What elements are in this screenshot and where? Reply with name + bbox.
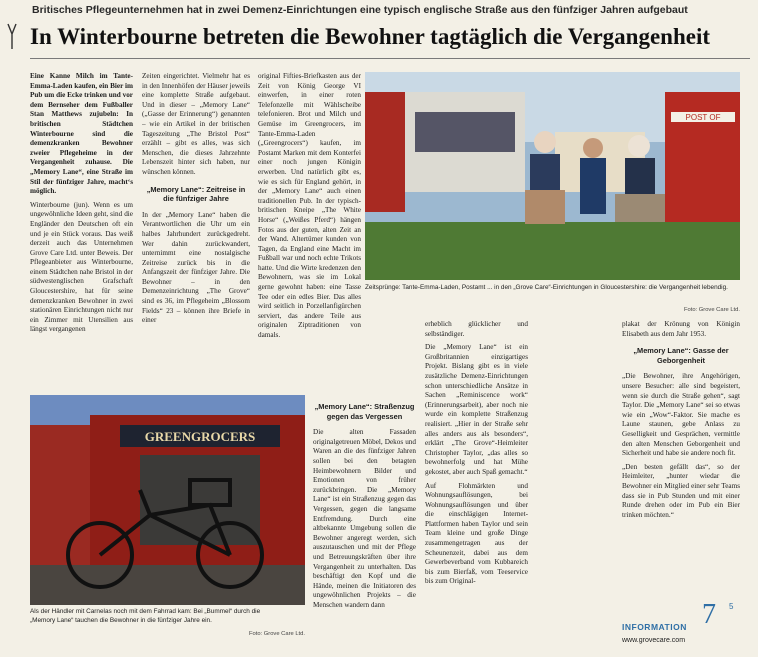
article-body-5c: „Den besten gefällt das“, so der Heimleiter, „hunter wiedar die Bewohner ein Mitglied einer sehr Teams dass sie in Pub Stunden und mit einer Runde drehen oder im Pub ein Bier trinken möchten.“ <box>622 462 740 519</box>
text-column-5 <box>622 320 740 610</box>
article-body-5b: „Die Bewohner, ihre Angehörigen, unsere Besucher: alle sind begeistert, wenn sie durch die Straße gehen“, sagt Taylor. Die „Memory Lane“ sei so etwas wie ein „Wow“-Faktor. Sie mache es Laune staunen, gebe Anlass zu Geselligkeit und Gesprächen, vermittle den alten Menschen Geborgenheit und Sicherheit und habe sie andere noch fit. <box>622 372 740 458</box>
text-column-1 <box>30 72 133 372</box>
article-lead: Eine Kanne Milch im Tante-Emma-Laden kaufen, ein Bier im Pub um die Ecke trinken und vor dem Bernseher dem Fußballer Stan Matthews zujubeln: In britischen Städtchen Winterbourne sind die demenzkranken Bewohner zweier Pflegeheime in der Vergangenheit zuhause. Die „Memory Lane“, eine Straße im Stil der fünfziger Jahre, macht‘s möglich. <box>30 72 133 196</box>
article-body-2b: In der „Memory Lane“ haben die Verantwortlichen die Uhr um ein halbes Jahrhundert zurückgedreht. Wer dahin zurückwandert, unternimmt eine nostalgische Zeitreise zurück bis in die Anfangszeit der fünfziger Jahre. Die Bewohner – in den Demenzeinrichtung „The Grove“ sind es 36, im Pflegeheim „Blossom Fields“ 23 – können ihre Briefe in einer <box>142 210 250 325</box>
subheading-zeitreise: „Memory Lane“: Zeitreise in die fünfziger Jahre <box>146 184 246 204</box>
photo-greengrocers-bicycle <box>30 395 305 605</box>
text-column-2 <box>142 72 250 372</box>
photo-bottom-credit: Foto: Grove Care Ltd. <box>248 631 305 637</box>
article-body-1: Winterbourne (jun). Wenn es um ungewöhnliche Ideen geht, sind die Engländer den Deutschen oft ein und je ein Stück voraus. Das weiß derzeit auch das Unternehmen Grove Care Ltd. unter Beweis. Der Pflegeanbieter aus Winterbourne, einem Städtchen nahe Bristol in der südwestenglischen Grafschaft Gloucestershire, hat für seine demenzkranken Bewohner in zwei stationären Einrichtungen nicht nur ein Zimmer mit Utensilien aus längst vergangenen <box>30 200 133 334</box>
article-body-4a: erheblich glücklicher und selbständiger. <box>425 320 528 338</box>
page-number-superscript: 5 <box>729 602 734 611</box>
article-body-4c: Auf Flohmärkten und Wohnungsauflösungen, bei Wohnungsauflösungen und über die einschlägigen Internet-Plattformen haben Taylor und sein Team kleine und große Dinge zusammengetragen aus der Scheunenzeit, dabei aus dem Gewerbeverband vom Kubbareich bis zum Bierfaß, vom Teeservice bis zum Original- <box>425 481 528 586</box>
photo-top-caption: Zeitsprünge: Tante-Emma-Laden, Postamt ... in den „Grove Care“-Einrichtungen in Gloucestershire: die Vergangenheit lebendig. <box>365 284 728 291</box>
page-number: 7 <box>702 599 716 630</box>
article-body-3b: Die alten Fassaden originalgetreuen Möbel, Dekos und Waren an die des fünfziger Jahren sollen bei den betagten Heimbewohnern Bilder und Emotionen von früher zurückbringen. Die „Memory Lane“ ist ein Straßenzug gegen das Vergessen, gegen die langsame Entfremdung. Durch eine altbekannte Umgebung sollen die Bewohner angeregt werden, sich auszutauschen und mit der Pflege und Betreuungskräften über ihre Vergangenheit zu unterhalten. Das beschäftigt den Kopf und die Hände, meinen die Initiatoren des ungewöhnlichen Projekts – die Menschen wandern dann <box>313 428 416 609</box>
article-body-2a: Zeiten eingerichtet. Vielmehr hat es in den Innenhöfen der Häuser jeweils eine komplette Straße aufgebaut. Und in dieser – „Memory Lane“ („Gasse der Erinnerung“) genannten – wie ein Artikel in der britischen Tageszeitung „The Bristol Post“ erzählt – gibt es alles, was sich Menschen, die dieses Jahrzehnte Lebenszeit hinter sich haben, nur wünschen können. <box>142 72 250 176</box>
article-body-5a: plakat der Krönung von Königin Elisabeth aus dem Jahr 1953. <box>622 320 740 338</box>
website-link[interactable]: www.grovecare.com <box>622 637 686 644</box>
information-label: INFORMATION <box>622 622 687 632</box>
post-office-sign: POST OF <box>685 113 721 122</box>
article-headline: In Winterbourne betreten die Bewohner tagtäglich die Vergangenheit <box>30 24 710 49</box>
article-kicker: Britisches Pflegeunternehmen hat in zwei Demenz-Einrichtungen eine typisch englische Straße aus den fünfziger Jahren aufgebaut <box>32 4 688 16</box>
publication-logo-icon <box>6 22 18 50</box>
photo-greengrocers-image <box>30 395 305 605</box>
photo-residents-street <box>365 72 740 280</box>
subheading-geborgenheit: „Memory Lane“: Gasse der Geborgenheit <box>633 346 729 365</box>
text-column-4 <box>425 320 528 650</box>
photo-top-credit: Foto: Grove Care Ltd. <box>683 307 740 313</box>
greengrocers-sign: GREENGROCERS <box>144 429 256 444</box>
photo-residents-image <box>365 72 740 280</box>
article-body-4b: Die „Memory Lane“ ist ein Großbritannien einzigartiges Projekt. Bislang gibt es in viele zusätzliche Demenz-Einrichtungen schon unterschiedliche Ansätze in Sachen „Reminiscence work“ (Erinnerungsarbeit), aber noch nie wurde ein komplette Straßenzug realisiert. „Hier in der Straße sehr alles anders aus als besonders“, erklärt „The Grove“-Heimleiter Christopher Taylor, „das alles so bewohnerfolg und hat Mühe gekostet, aber auch Spaß gemacht.“ <box>425 343 528 476</box>
text-column-3-lower <box>313 395 416 650</box>
article-body-3a: original Fifties-Briefkasten aus der Zeit von König George VI einwerfen, in einer roten Telefonzelle mit Wählscheibe telefonieren. Brot und Milch und Gemüse im Greengrocers, im Tante-Emma-Laden („Greengrocers“) kaufen, im Postamt Marken mit dem Konterfei einer noch jungen Königin erwerben. Und natürlich gibt es, wie es sich für England gehört, in der „Memory Lane“ auch einen traditionellen Pub. In der typisch-britischen Kneipe „The White Horse“ („Weißes Pferd“) hängen Fotos aus der guten, alten Zeit an der Wand. Altertümer kunden von Tagen, da England eine Macht im Fußball war und noch echte Trikots hatte. Und die Wirte kredenzen den Bewohnern, was sie im Lokal gerne gewohnt haben: eine Tasse Tee oder ein edles Bier. Das alles wird seitlich in Porzellanfigürchen serviert, das andere Teile aus originalen Ziptraditionen von damals. <box>258 72 361 340</box>
photo-bottom-caption: Als der Händler mit Carnelas noch mit dem Fahrrad kam: Bei „Bummel“ durch die „Memory Lane“ tauchen die Bewohner in die fünfziger Jahre ein. <box>30 608 261 624</box>
subheading-strassenzug: „Memory Lane“: Straßenzug gegen das Vergessen <box>314 402 415 421</box>
headline-divider <box>30 58 750 59</box>
